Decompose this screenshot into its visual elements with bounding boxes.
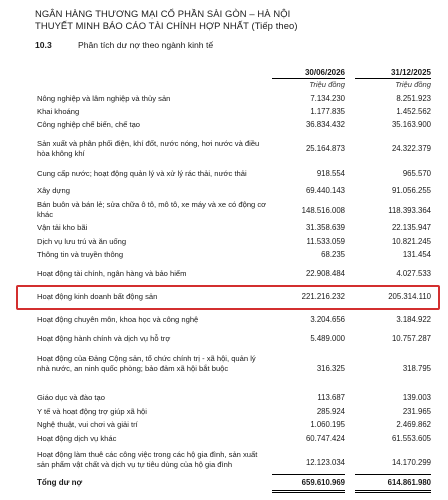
- row-value-2026: 60.747.424: [305, 434, 345, 443]
- row-label: Công nghiệp chế biến, chế tạo: [37, 120, 141, 129]
- row-value-2026: 11.533.059: [306, 237, 345, 246]
- row-label: Hoạt động dịch vụ khác: [37, 434, 117, 443]
- total-label: Tổng dư nợ: [37, 478, 83, 487]
- row-value-2025: 3.184.922: [396, 315, 431, 324]
- row-label: Hoạt động làm thuê các công việc trong các hộ gia đình, sản xuất sản phẩm vật chất và dịch vụ tự tiêu dùng của hộ gia đình: [37, 450, 258, 469]
- row-value-2025: 10.821.245: [391, 237, 431, 246]
- row-value-2025: 22.135.947: [391, 223, 431, 232]
- row-label: Hoạt động của Đảng Cộng sản, tổ chức chính trị - xã hội, quản lý nhà nước, an ninh quốc phòng; bảo đảm xã hội bắt buộc: [37, 354, 256, 373]
- row-label: Vận tải kho bãi: [37, 223, 88, 232]
- total-rule-top-1: [272, 474, 345, 475]
- row-label: Hoạt động tài chính, ngân hàng và bảo hiểm: [37, 269, 187, 278]
- row-label: Nông nghiệp và lâm nghiệp và thủy sản: [37, 94, 171, 103]
- row-value-2026: 68.235: [321, 250, 345, 259]
- report-subtitle: THUYẾT MINH BÁO CÁO TÀI CHÍNH HỢP NHẤT (Tiếp theo): [35, 20, 298, 31]
- row-value-2025: 118.393.364: [388, 206, 431, 215]
- row-label: Hoạt động chuyên môn, khoa học và công nghệ: [37, 315, 199, 324]
- header-underline-2: [355, 78, 431, 79]
- row-label: Khai khoáng: [37, 107, 80, 116]
- row-value-2025: 10.757.287: [391, 334, 431, 343]
- column-date-1: 30/06/2026: [304, 68, 345, 77]
- total-rule-double-1: [272, 492, 345, 493]
- total-rule-top-2: [355, 474, 431, 475]
- row-label: Hoạt động hành chính và dịch vụ hỗ trợ: [37, 334, 171, 343]
- row-value-2026: 7.134.230: [310, 94, 345, 103]
- section-number: 10.3: [35, 40, 52, 50]
- row-label: Bán buôn và bán lẻ; sửa chữa ô tô, mô tô, xe máy và xe có động cơ khác: [37, 200, 267, 219]
- row-value-2026: 69.440.143: [305, 186, 345, 195]
- total-rule-bottom-1: [272, 490, 345, 491]
- row-value-2025: 2.469.862: [396, 420, 431, 429]
- total-rule-bottom-2: [355, 490, 431, 491]
- total-value-2025: 614.861.980: [387, 478, 431, 487]
- row-label: Giáo dục và đào tạo: [37, 393, 105, 402]
- section-title: Phân tích dư nợ theo ngành kinh tế: [78, 40, 214, 50]
- bank-name-heading: NGÂN HÀNG THƯƠNG MẠI CỔ PHẦN SÀI GÒN – HÀ NỘI: [35, 8, 291, 19]
- row-value-2026: 31.358.639: [305, 223, 345, 232]
- row-value-2025: 318.795: [402, 364, 431, 373]
- row-value-2025: 24.322.379: [391, 144, 431, 153]
- row-value-2026: 113.687: [317, 393, 345, 402]
- total-value-2026: 659.610.969: [301, 478, 345, 487]
- row-label: Cung cấp nước; hoạt động quản lý và xử lý rác thải, nước thải: [37, 169, 247, 178]
- row-value-2025: 61.553.605: [391, 434, 431, 443]
- row-value-2026: 148.516.008: [301, 206, 345, 215]
- row-value-2025: 131.454: [402, 250, 431, 259]
- header-underline-1: [272, 78, 345, 79]
- row-label: Thông tin và truyền thông: [37, 250, 124, 259]
- column-unit-2: Triệu đồng: [395, 80, 431, 89]
- row-value-2025: 14.170.299: [391, 458, 431, 467]
- row-value-2026: 316.325: [316, 364, 345, 373]
- row-value-2026: 36.834.432: [305, 120, 345, 129]
- row-value-2025: 8.251.923: [396, 94, 431, 103]
- column-unit-1: Triệu đồng: [309, 80, 345, 89]
- row-value-2025: 1.452.562: [396, 107, 431, 116]
- row-value-2025: 205.314.110: [388, 292, 431, 301]
- row-value-2025: 231.965: [402, 407, 431, 416]
- row-value-2026: 22.908.484: [305, 269, 345, 278]
- row-value-2025: 965.570: [402, 169, 431, 178]
- row-value-2026: 3.204.656: [310, 315, 345, 324]
- row-label: Y tế và hoạt động trợ giúp xã hội: [37, 407, 147, 416]
- row-label: Sản xuất và phân phối điện, khí đốt, nước nóng, hơi nước và điều hòa không khí: [37, 139, 260, 158]
- row-value-2026: 1.060.195: [310, 420, 345, 429]
- row-value-2026: 12.123.034: [305, 458, 345, 467]
- row-value-2026: 221.216.232: [301, 292, 345, 301]
- row-value-2026: 25.164.873: [305, 144, 345, 153]
- row-value-2025: 91.056.255: [391, 186, 431, 195]
- row-label: Hoạt động kinh doanh bất động sản: [37, 292, 158, 301]
- total-rule-double-2: [355, 492, 431, 493]
- row-value-2026: 285.924: [316, 407, 345, 416]
- row-value-2025: 35.163.900: [391, 120, 431, 129]
- row-value-2025: 4.027.533: [396, 269, 431, 278]
- row-label: Nghệ thuật, vui chơi và giải trí: [37, 420, 138, 429]
- row-label: Dịch vụ lưu trú và ăn uống: [37, 237, 127, 246]
- row-label: Xây dựng: [37, 186, 70, 195]
- row-value-2026: 1.177.835: [310, 107, 345, 116]
- row-value-2025: 139.003: [402, 393, 431, 402]
- row-value-2026: 5.489.000: [310, 334, 345, 343]
- row-value-2026: 918.554: [316, 169, 345, 178]
- column-date-2: 31/12/2025: [390, 68, 431, 77]
